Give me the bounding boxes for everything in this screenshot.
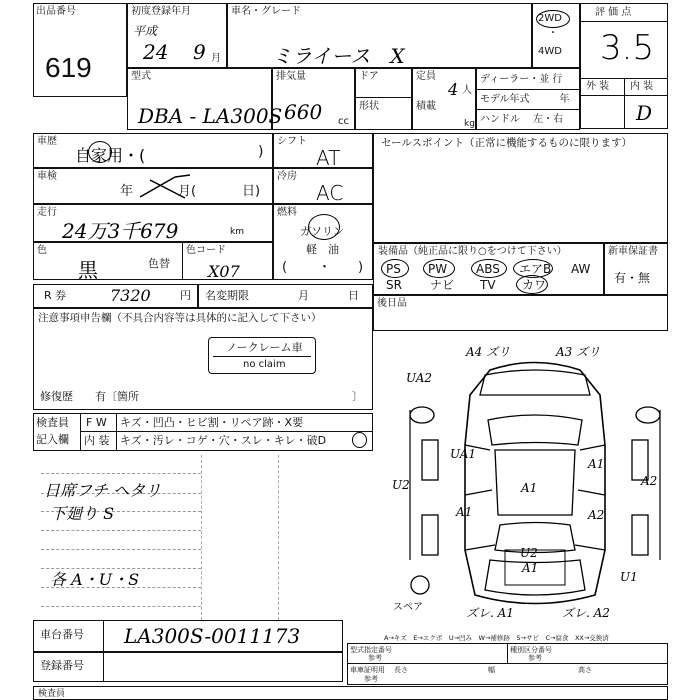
equip-tv: TV — [480, 278, 496, 292]
fuel-dot: ・ — [318, 260, 332, 275]
inspection-strike — [135, 172, 195, 202]
drive-4wd: 4WD — [538, 46, 562, 57]
fuel-paren-open: ( — [282, 260, 288, 275]
color-label: 色 — [37, 245, 47, 256]
checker-label-2: 記入欄 — [36, 433, 69, 446]
car-name-label: 車名・グレード — [231, 6, 301, 17]
mileage-unit: km — [230, 227, 244, 237]
note-line-1: 日席フチ ヘタリ — [44, 481, 162, 500]
diag-a1-roof: A1 — [521, 481, 538, 495]
cap-unit: 人 — [462, 85, 472, 96]
disp-value: 660 — [284, 100, 323, 124]
diag-a1-right-front: A1 — [588, 457, 605, 471]
footer-label: 検査員 — [38, 689, 66, 699]
diag-a1-rear: A1 — [522, 561, 539, 575]
ext-label: 外 装 — [586, 81, 610, 92]
recycle-value: 7320 — [110, 286, 151, 305]
color-value: 黒 — [78, 258, 98, 282]
no-claim-en: no claim — [243, 359, 286, 370]
insp-day-unit: 日) — [242, 184, 261, 199]
diagram-legend: A→キズ E→エクボ U→凹み W→補修跡 S→サビ C→腐食 XX→交換済 — [384, 634, 609, 642]
note-line-2: 下廻り S — [50, 504, 115, 523]
drive-dot: ・ — [548, 28, 558, 39]
equip-leather-circle — [516, 275, 548, 294]
disp-label: 排気量 — [276, 71, 306, 82]
recycle-unit: 円 — [180, 289, 191, 302]
warranty-label: 新車保証書 — [608, 246, 658, 257]
fuel-gasoline: ガソリン — [300, 225, 344, 238]
diag-a2-right: A2 — [641, 474, 658, 488]
insp-month-unit: 月( — [178, 184, 197, 199]
diag-spare: スペア — [393, 602, 423, 613]
registration-label: 登録番号 — [40, 659, 84, 672]
after-box — [373, 295, 668, 331]
history-circle — [88, 141, 112, 163]
cert-class-ref: 参考 — [528, 654, 542, 662]
cert-length: 長さ — [394, 666, 408, 674]
diag-u2-left: U2 — [392, 478, 410, 492]
checker-int-items: キズ・汚レ・コゲ・穴・スレ・キレ・破D — [120, 434, 327, 447]
equip-abs: ABS — [476, 262, 500, 276]
diag-a3: A3 ズリ — [556, 345, 601, 359]
sales-point-box — [373, 133, 668, 243]
inspection-label: 車検 — [37, 171, 57, 182]
lot-number: 619 — [45, 52, 92, 83]
sales-point-label: セールスポイント（正常に機能するものに限ります） — [381, 137, 633, 149]
cert-width: 幅 — [488, 666, 495, 674]
diag-a4: A4 ズリ — [466, 345, 511, 359]
car-name: ミライース X — [272, 44, 405, 68]
equip-pw: PW — [428, 262, 448, 276]
name-change-month: 月 — [298, 289, 309, 302]
cert-model-label: 型式指定番号 — [350, 646, 392, 654]
shape-label: 形状 — [359, 101, 379, 112]
mileage-label: 走行 — [37, 207, 57, 218]
cert-model-ref: 参考 — [368, 654, 382, 662]
fuel-label: 燃料 — [277, 207, 297, 218]
cap-value: 4 — [448, 80, 459, 99]
history-close: ) — [258, 144, 264, 160]
chassis-value: LA300S-0011173 — [124, 624, 301, 648]
repair-bracket: 〕 — [352, 390, 363, 403]
int-label: 内 装 — [630, 81, 654, 92]
fuel-gasoline-circle — [308, 214, 340, 240]
checker-d-circle — [352, 432, 367, 448]
reg-month-unit: 月 — [211, 53, 221, 64]
spare-wheel — [411, 576, 429, 594]
equip-leather: カワ — [522, 278, 547, 292]
cert-size-label: 車庫証明用 — [350, 666, 385, 674]
handle-label: ハンドル 左・右 — [480, 114, 564, 125]
fuel-paren-close: ) — [358, 260, 364, 275]
diag-ua2: UA2 — [406, 371, 433, 385]
door-label: ドア — [359, 71, 379, 82]
notes-label: 注意事項申告欄（不具合内容等は具体的に記入して下さい） — [38, 312, 322, 324]
diag-zure-a2: ズレ. A2 — [562, 606, 610, 620]
note-line-3: 各 A・U・S — [50, 570, 140, 589]
repair-label: 修復歴 有〔箇所 — [40, 390, 139, 403]
cert-class-label: 種別区分番号 — [510, 646, 552, 654]
history-value: 自家用・( — [75, 146, 146, 165]
mileage-value: 24万3千679 — [62, 219, 179, 243]
recycle-label: R 券 — [44, 289, 67, 302]
equip-ps-circle — [381, 259, 409, 278]
checker-int-label: 内 装 — [84, 434, 110, 447]
reg-month: 9 — [193, 40, 206, 64]
footer-box — [33, 686, 668, 700]
ac-value: AC — [316, 181, 344, 205]
color-code-label: 色コード — [186, 245, 226, 256]
equip-sr: SR — [386, 278, 402, 292]
color-change-label: 色替 — [148, 257, 170, 270]
checker-fw-label: F W — [86, 416, 107, 429]
model-value: DBA - LA300S — [138, 104, 283, 128]
diag-a2-right-rear: A2 — [588, 508, 605, 522]
dealer-label: ディーラー・並 行 — [480, 74, 563, 85]
load-unit: kg — [464, 119, 475, 129]
insp-year-unit: 年 — [120, 184, 134, 199]
int-value: D — [636, 101, 653, 125]
shift-value: AT — [316, 146, 341, 170]
equip-navi: ナビ — [430, 278, 455, 292]
first-reg-label: 初度登録年月 — [131, 6, 191, 17]
equip-aw: AW — [571, 262, 591, 276]
checker-fw-items: キズ・凹凸・ヒビ割・リペア跡・X要 — [120, 416, 304, 429]
history-label: 車歴 — [37, 136, 57, 147]
shift-label: シフト — [277, 136, 307, 147]
lot-label: 出品番号 — [36, 6, 76, 17]
cert-height: 高さ — [578, 666, 592, 674]
equipment-label: 装備品（純正品に限り○をつけて下さい） — [378, 246, 567, 257]
ac-label: 冷房 — [277, 171, 297, 182]
cert-size-ref: 参考 — [364, 675, 378, 683]
model-year-label: モデル年式 年 — [480, 94, 570, 105]
chassis-label: 車台番号 — [40, 628, 84, 641]
drive-2wd: 2WD — [538, 13, 562, 24]
equip-abs-circle — [471, 259, 507, 278]
era-value: 平成 — [133, 24, 158, 38]
diag-zure-a1: ズレ. A1 — [466, 606, 514, 620]
disp-unit: cc — [338, 116, 349, 127]
diag-u1-right: U1 — [620, 570, 638, 584]
grade-value: 3.5 — [600, 28, 655, 68]
color-code-value: X07 — [208, 262, 240, 281]
warranty-value: 有・無 — [614, 271, 651, 285]
diag-ua1: UA1 — [450, 447, 477, 461]
name-change-day: 日 — [348, 289, 359, 302]
grade-label: 評 価 点 — [595, 7, 632, 18]
diag-u2-rear: U2 — [520, 546, 538, 560]
model-label: 型式 — [131, 71, 151, 82]
equip-ps: PS — [386, 262, 401, 276]
checker-label-1: 検査員 — [36, 416, 69, 429]
name-change-label: 名変期限 — [205, 289, 249, 302]
load-label: 積載 — [416, 101, 436, 112]
equip-pw-circle — [423, 259, 455, 278]
fuel-diesel: 軽 油 — [306, 243, 339, 256]
diag-a1-left-door: A1 — [456, 505, 473, 519]
reg-year: 24 — [143, 40, 169, 64]
equip-airbag: エアB — [519, 262, 552, 276]
cap-label: 定員 — [416, 71, 436, 82]
history-box — [33, 133, 273, 168]
after-label: 後日品 — [377, 298, 407, 309]
no-claim-jp: ノークレーム車 — [226, 341, 303, 354]
